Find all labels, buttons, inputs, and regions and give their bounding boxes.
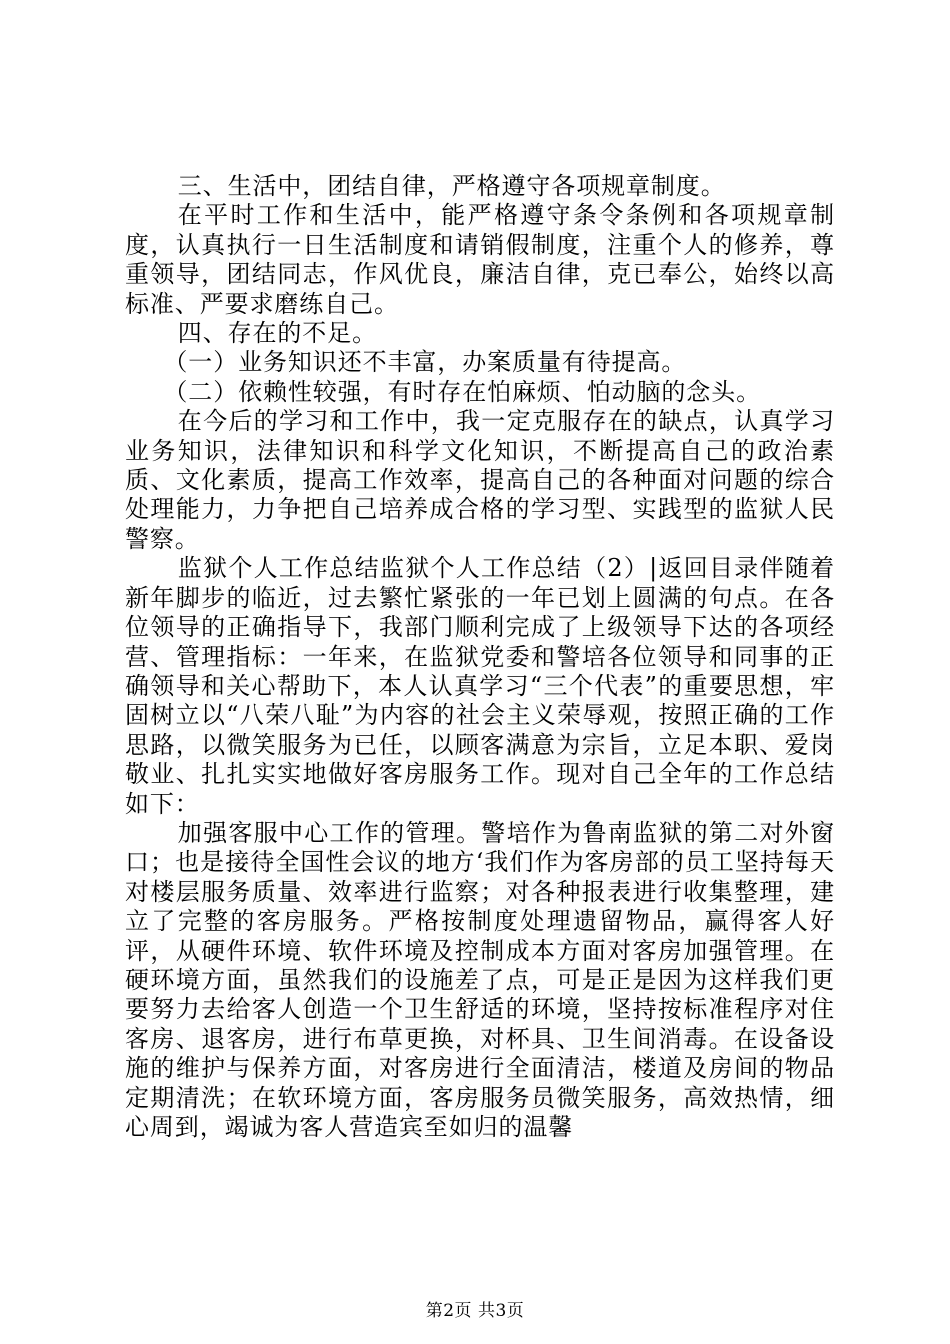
body-paragraph: 在平时工作和生活中，能严格遵守条令条例和各项规章制度，认真执行一日生活制度和请销假制度，注重个人的修养，尊重领导，团结同志，作风优良，廉洁自律，克已奉公，始终以高标准、严要求磨练自己。 <box>125 201 835 318</box>
list-item-2: （二）依赖性较强，有时存在怕麻烦、怕动脑的念头。 <box>163 377 761 406</box>
body-paragraph: 监狱个人工作总结监狱个人工作总结（2）|返回目录伴随着新年脚步的临近，过去繁忙紧张的一年已划上圆满的句点。在各位领导的正确指导下，我部门顺利完成了上级领导下达的各项经营、管理指标：一年来，在监狱党委和警培各位领导和同事的正确领导和关心帮助下，本人认真学习“三个代表”的重要思想，牢固树立以“八荣八耻”为内容的社会主义荣辱观，按照正确的工作思路，以微笑服务为已任，以顾客满意为宗旨，立足本职、爱岗敬业、扎扎实实地做好客房服务工作。现对自己全年的工作总结如下： <box>125 554 835 818</box>
list-item-1: （一）业务知识还不丰富，办案质量有待提高。 <box>163 348 687 377</box>
page-footer: 第2页 共3页 <box>425 1301 525 1321</box>
document-body <box>125 172 835 1142</box>
section-heading-3: 三、生活中，团结自律，严格遵守各项规章制度。 <box>177 172 726 200</box>
body-paragraph: 加强客服中心工作的管理。警培作为鲁南监狱的第二对外窗口；也是接待全国性会议的地方‘我们作为客房部的员工坚持每天对楼层服务质量、效率进行监察；对各种报表进行收集整理，建立了完整的客房服务。严格按制度处理遗留物品，赢得客人好评，从硬件环境、软件环境及控制成本方面对客房加强管理。在硬环境方面，虽然我们的设施差了点，可是正是因为这样我们更要努力去给客人创造一个卫生舒适的环境，坚持按标准程序对住客房、退客房，进行布草更换，对杯具、卫生间消毒。在设备设施的维护与保养方面，对客房进行全面清洁，楼道及房间的物品定期清洗；在软环境方面，客房服务员微笑服务，高效热情，细心周到，竭诚为客人营造宾至如归的温馨 <box>125 818 835 1141</box>
body-paragraph: 在今后的学习和工作中，我一定克服存在的缺点，认真学习业务知识，法律知识和科学文化知识，不断提高自己的政治素质、文化素质，提高工作效率，提高自己的各种面对问题的综合处理能力，力争把自己培养成合格的学习型、实践型的监狱人民警察。 <box>125 407 835 553</box>
section-heading-4: 四、存在的不足。 <box>177 319 377 348</box>
